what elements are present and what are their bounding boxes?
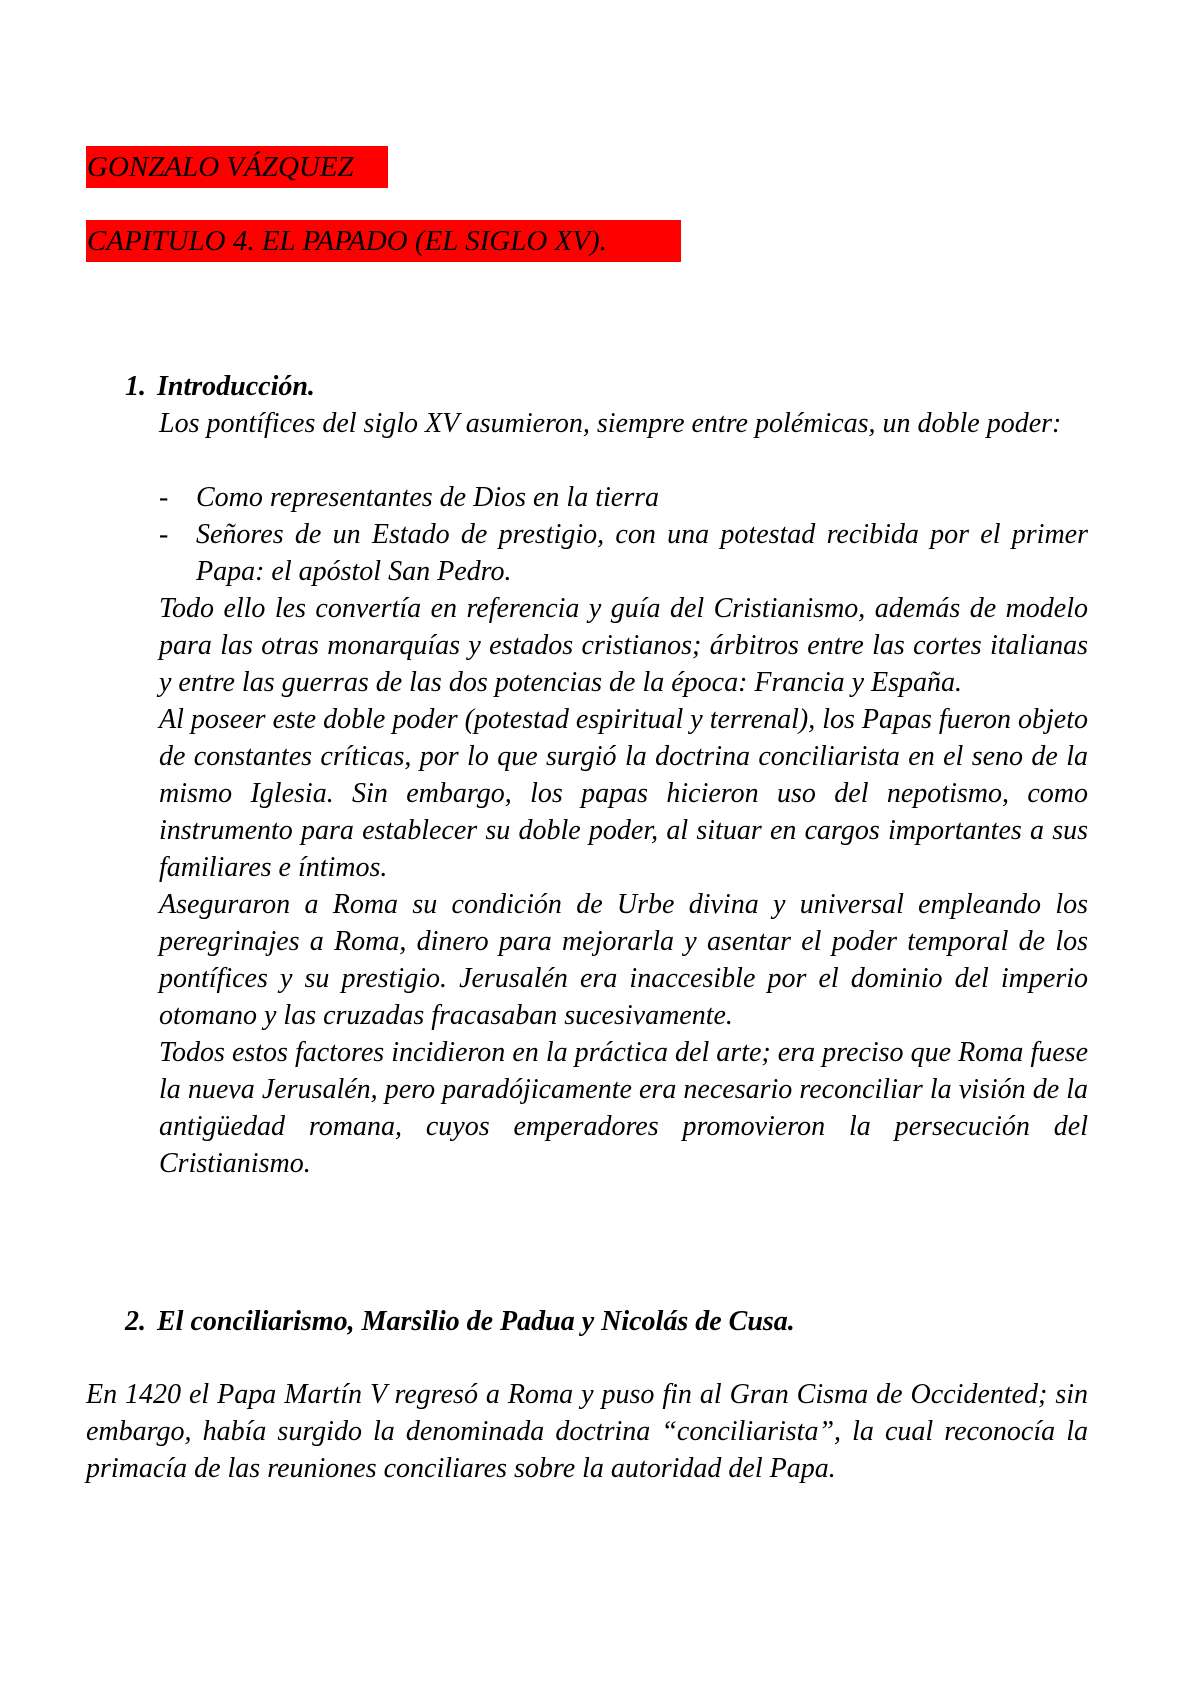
author-name: GONZALO VÁZQUEZ — [86, 146, 388, 188]
section-number: 1. — [125, 371, 146, 402]
list-item — [159, 479, 1088, 516]
dash-bullet-icon: - — [159, 482, 169, 513]
paragraph: Todo ello les convertía en referencia y guía del Cristianismo, además de modelo para las otras monarquías y estados cristianos; árbitros entre las cortes italianas y entre las guerras de las dos potencias de la época: Francia y España. — [159, 593, 1088, 698]
bullet-list — [159, 479, 1088, 590]
intro-paragraphs — [159, 590, 1088, 1182]
list-item-text: Señores de un Estado de prestigio, con una potestad recibida por el primer Papa: el apóstol San Pedro. — [196, 519, 1088, 587]
chapter-title: CAPITULO 4. EL PAPADO (EL SIGLO XV). — [86, 220, 681, 262]
section-heading-introduccion — [125, 368, 315, 405]
section-title: Introducción. — [157, 371, 315, 402]
intro-lead-paragraph: Los pontífices del siglo XV asumieron, siempre entre polémicas, un doble poder: — [159, 408, 1062, 439]
paragraph: Todos estos factores incidieron en la práctica del arte; era preciso que Roma fuese la nueva Jerusalén, pero paradójicamente era necesario reconciliar la visión de la antigüedad romana, cuyos emperadores promovieron la persecución del Cristianismo. — [159, 1037, 1088, 1179]
list-item-text: Como representantes de Dios en la tierra — [196, 482, 659, 513]
list-item — [159, 516, 1088, 590]
section-title: El conciliarismo, Marsilio de Padua y Nicolás de Cusa. — [157, 1306, 795, 1337]
dash-bullet-icon: - — [159, 519, 169, 550]
conciliarismo-paragraph: En 1420 el Papa Martín V regresó a Roma y puso fin al Gran Cisma de Occidented; sin embargo, había surgido la denominada doctrina “conciliarista”, la cual reconocía la primacía de las reuniones conciliares sobre la autoridad del Papa. — [86, 1379, 1088, 1484]
paragraph: Aseguraron a Roma su condición de Urbe divina y universal empleando los peregrinajes a Roma, dinero para mejorarla y asentar el poder temporal de los pontífices y su prestigio. Jerusalén era inaccesible por el dominio del imperio otomano y las cruzadas fracasaban sucesivamente. — [159, 889, 1088, 1031]
paragraph: Al poseer este doble poder (potestad espiritual y terrenal), los Papas fueron objeto de constantes críticas, por lo que surgió la doctrina conciliarista en el seno de la mismo Iglesia. Sin embargo, los papas hicieron uso del nepotismo, como instrumento para establecer su doble poder, al situar en cargos importantes a sus familiares e íntimos. — [159, 704, 1088, 883]
section-number: 2. — [125, 1306, 146, 1337]
section-heading-conciliarismo — [125, 1303, 795, 1340]
